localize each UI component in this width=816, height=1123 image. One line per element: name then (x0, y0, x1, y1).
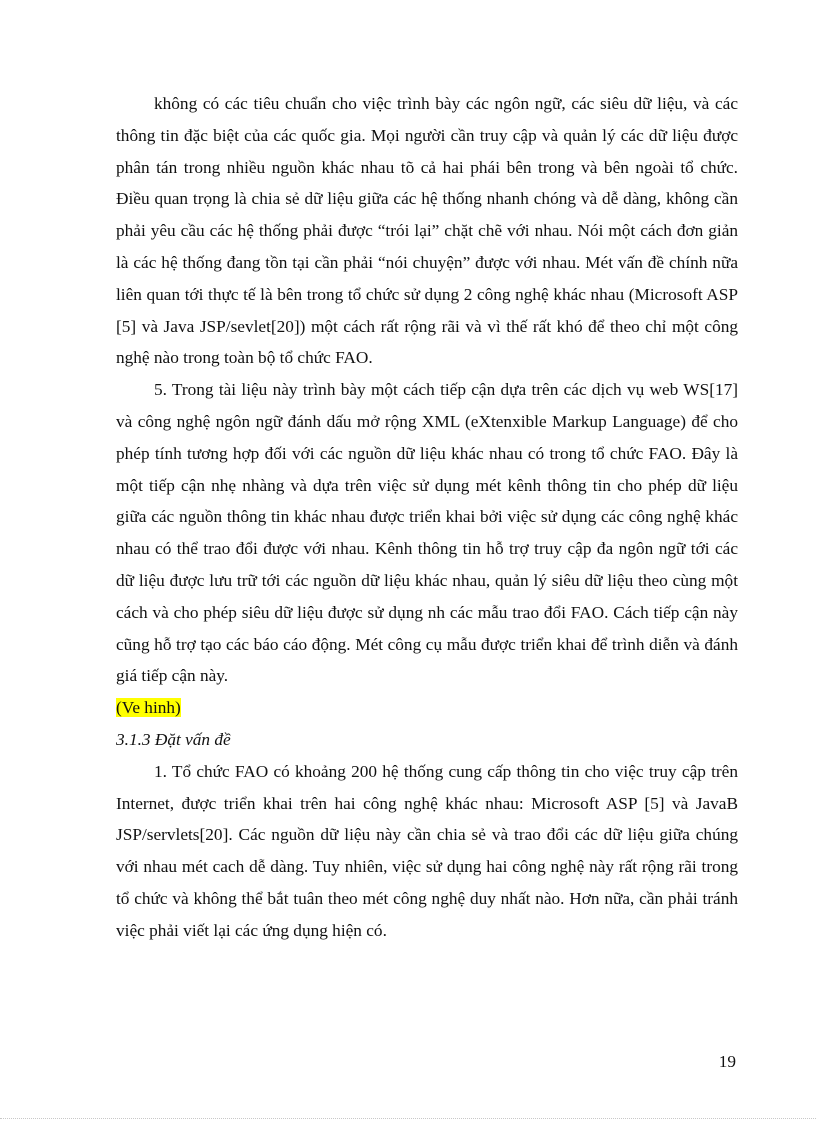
page-bottom-divider (0, 1118, 816, 1119)
paragraph-item-5: 5. Trong tài liệu này trình bày một cách tiếp cận dựa trên các dịch vụ web WS[17] và công nghệ ngôn ngữ đánh dấu mở rộng XML (eXtenxible Markup Language) để cho phép tính tương hợp đối với các nguồn dữ liệu khác nhau có trong tổ chức FAO. Đây là một tiếp cận nhẹ nhàng và dựa trên việc sử dụng mét kênh thông tin cho phép dữ liệu giữa các nguồn thông tin khác nhau được triển khai bởi việc sử dụng các công nghệ khác nhau có thể trao đổi được với nhau. Kênh thông tin hỗ trợ truy cập đa ngôn ngữ tới các dữ liệu được lưu trữ tới các nguồn dữ liệu khác nhau, quản lý siêu dữ liệu theo cùng một cách và cho phép siêu dữ liệu được sử dụng nh các mẫu trao đổi FAO. Cách tiếp cận này cũng hỗ trợ tạo các báo cáo động. Mét công cụ mẫu được triển khai để trình diễn và đánh giá tiếp cận này. (116, 380, 738, 686)
section-heading: 3.1.3 Đặt vấn đề (116, 729, 231, 749)
page-number: 19 (718, 1052, 736, 1071)
document-page (116, 88, 738, 947)
highlighted-note: (Ve hinh) (116, 698, 181, 718)
highlight-note-line (116, 692, 738, 724)
paragraph-item-1: 1. Tổ chức FAO có khoảng 200 hệ thống cung cấp thông tin cho việc truy cập trên Internet, được triển khai trên hai công nghệ khác nhau: Microsoft ASP [5] và JavaB JSP/servlets[20]. Các nguồn dữ liệu này cần chia sẻ và trao đổi các dữ liệu giữa chúng với nhau mét cach dễ dàng. Tuy nhiên, việc sử dụng hai công nghệ này rất rộng rãi trong tổ chức và không thể bắt tuân theo mét công nghệ duy nhất nào. Hơn nữa, cần phải tránh việc phải viết lại các ứng dụng hiện có. (116, 761, 738, 940)
paragraph-continuation: không có các tiêu chuẩn cho việc trình bày các ngôn ngữ, các siêu dữ liệu, và các thông tin đặc biệt của các quốc gia. Mọi người cần truy cập và quản lý các dữ liệu được phân tán trong nhiều nguồn khác nhau tõ cả hai phái bên trong và bên ngoài tổ chức. Điều quan trọng là chia sẻ dữ liệu giữa các hệ thống nhanh chóng và dễ dàng, không cần phải yêu cầu các hệ thống phải được “trói lại” chặt chẽ với nhau. Nói một cách đơn giản là các hệ thống đang tồn tại cần phải “nói chuyện” được với nhau. Mét vấn đề chính nữa liên quan tới thực tế là bên trong tổ chức sử dụng 2 công nghệ khác nhau (Microsoft ASP [5] và Java JSP/sevlet[20]) một cách rất rộng rãi và vì thế rất khó để theo chỉ một công nghệ nào trong toàn bộ tổ chức FAO. (116, 94, 738, 368)
